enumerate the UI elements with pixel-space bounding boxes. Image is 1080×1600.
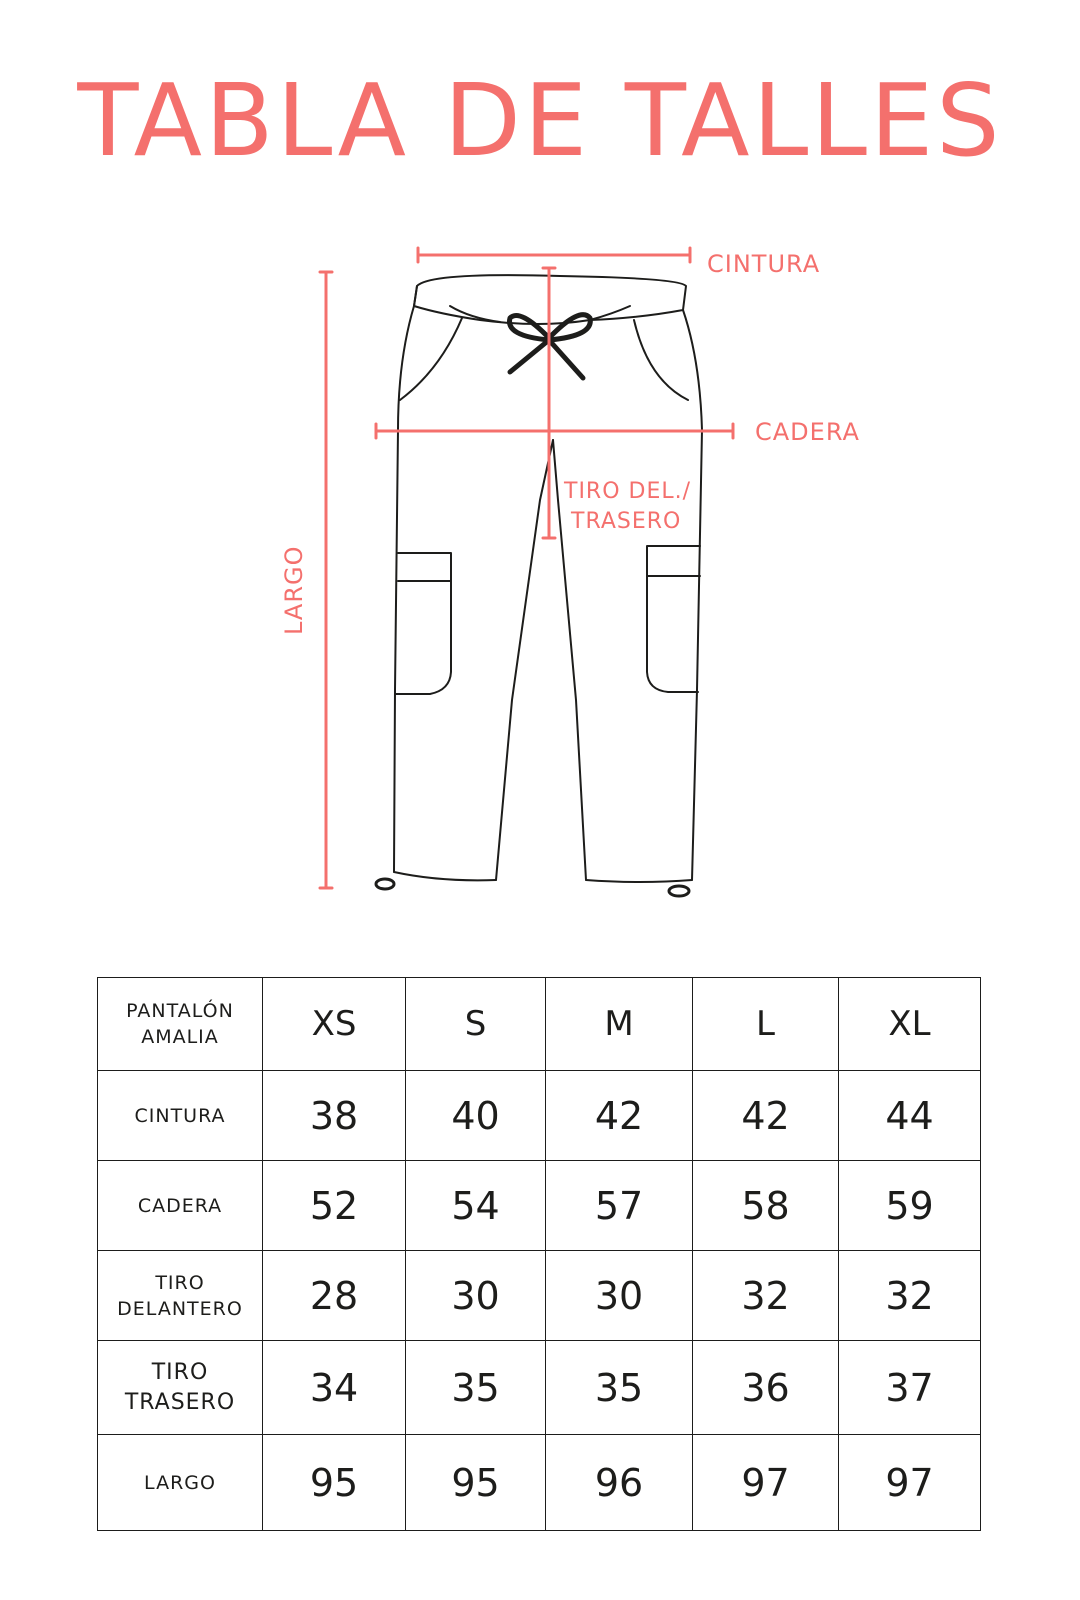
table-cell: 30 — [406, 1251, 546, 1341]
table-cell: 35 — [546, 1341, 693, 1435]
table-cell: 54 — [406, 1161, 546, 1251]
table-cell: 58 — [693, 1161, 839, 1251]
table-cell: 35 — [406, 1341, 546, 1435]
size-header: S — [406, 978, 546, 1071]
row-label — [98, 1435, 263, 1531]
product-name-line1: PANTALÓN — [126, 1000, 234, 1022]
hip-label: CADERA — [755, 418, 860, 446]
size-header: XL — [839, 978, 981, 1071]
table-cell: 44 — [839, 1071, 981, 1161]
table-row — [98, 1435, 981, 1531]
row-label-line1: CADERA — [137, 1194, 223, 1217]
table-cell: 97 — [693, 1435, 839, 1531]
size-table — [97, 977, 981, 1531]
table-cell: 32 — [839, 1251, 981, 1341]
table-row — [98, 1161, 981, 1251]
page-title: TABLA DE TALLES — [77, 62, 1003, 179]
table-cell: 42 — [546, 1071, 693, 1161]
row-label-line2: DELANTERO — [117, 1297, 243, 1320]
table-cell: 36 — [693, 1341, 839, 1435]
row-label-line1: TIRO — [151, 1359, 209, 1385]
size-header: L — [693, 978, 839, 1071]
table-cell: 95 — [406, 1435, 546, 1531]
rise-label-line2: TRASERO — [571, 509, 682, 534]
measurement-lines — [320, 248, 733, 888]
table-cell: 32 — [693, 1251, 839, 1341]
table-cell: 28 — [263, 1251, 406, 1341]
row-label — [98, 1251, 263, 1341]
table-cell: 34 — [263, 1341, 406, 1435]
table-cell: 37 — [839, 1341, 981, 1435]
pants-measurement-diagram — [0, 230, 1080, 920]
rise-label-line1: TIRO DEL./ — [564, 479, 692, 504]
table-row — [98, 1251, 981, 1341]
size-header: XS — [263, 978, 406, 1071]
table-cell: 38 — [263, 1071, 406, 1161]
table-row — [98, 1341, 981, 1435]
row-label-line1: LARGO — [144, 1471, 216, 1494]
table-cell: 95 — [263, 1435, 406, 1531]
table-row — [98, 1071, 981, 1161]
waist-label: CINTURA — [707, 250, 821, 278]
row-label — [98, 1071, 263, 1161]
product-name-line2: AMALIA — [141, 1026, 219, 1048]
row-label-line1: CINTURA — [134, 1104, 226, 1127]
row-label — [98, 1161, 263, 1251]
table-cell: 97 — [839, 1435, 981, 1531]
row-label — [98, 1341, 263, 1435]
length-label: LARGO — [280, 545, 308, 635]
table-cell: 96 — [546, 1435, 693, 1531]
table-cell: 57 — [546, 1161, 693, 1251]
table-corner-cell — [98, 978, 263, 1071]
table-cell: 52 — [263, 1161, 406, 1251]
table-cell: 30 — [546, 1251, 693, 1341]
table-cell: 59 — [839, 1161, 981, 1251]
table-cell: 40 — [406, 1071, 546, 1161]
row-label-line2: TRASERO — [124, 1389, 236, 1415]
table-cell: 42 — [693, 1071, 839, 1161]
size-header: M — [546, 978, 693, 1071]
table-header-row — [98, 978, 981, 1071]
row-label-line1: TIRO — [155, 1271, 205, 1294]
